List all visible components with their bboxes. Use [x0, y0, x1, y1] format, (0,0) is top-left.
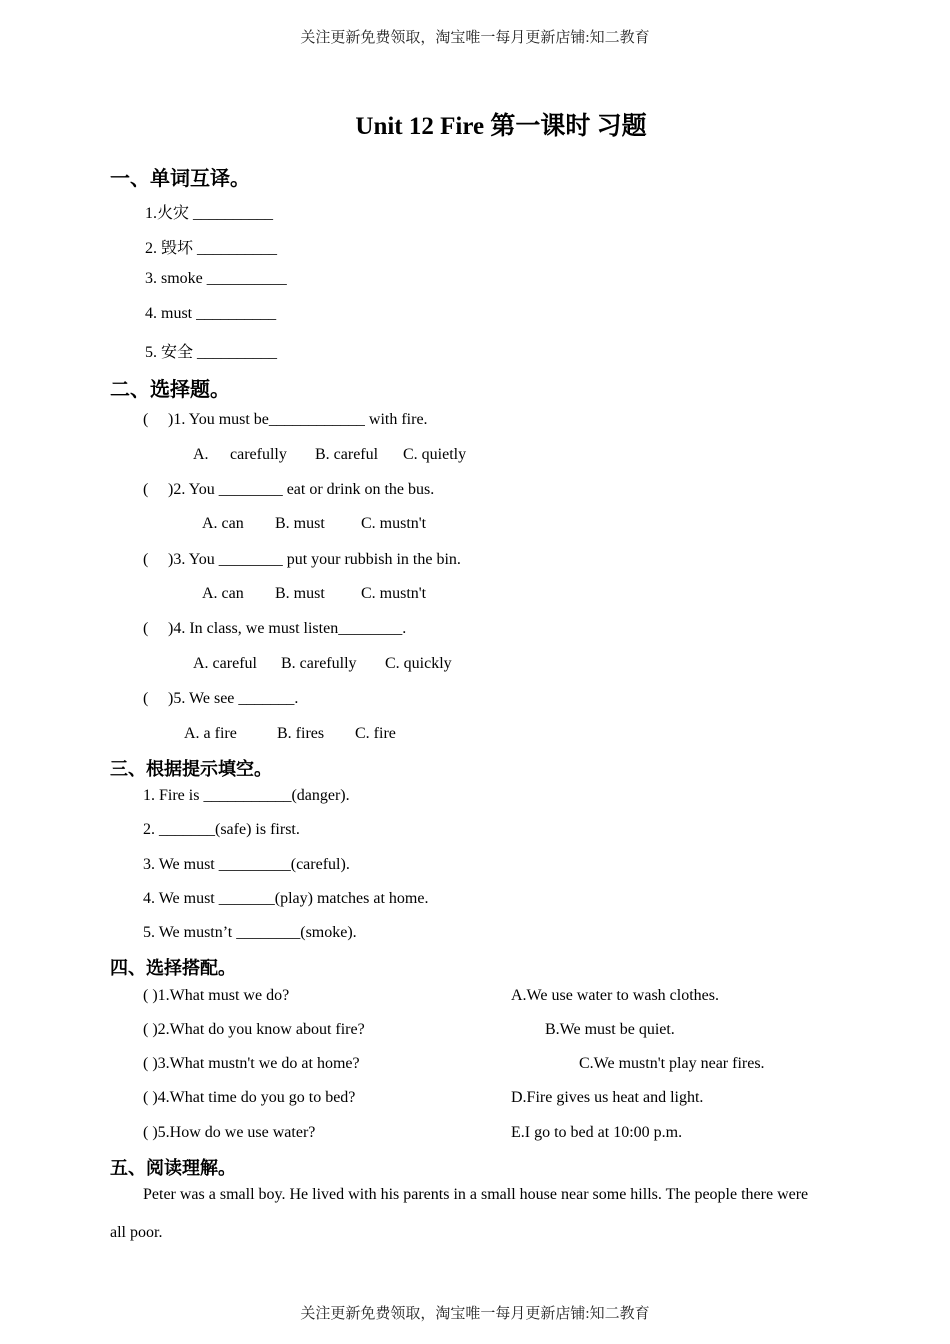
question-option: C. quietly — [403, 446, 467, 463]
question-option: A. can — [202, 585, 244, 602]
section3-heading: 三、根据提示填空。 — [110, 759, 272, 780]
section1-item: 1.火灾 __________ — [145, 205, 274, 222]
match-answer: C.We mustn't play near fires. — [579, 1055, 765, 1072]
match-question: ( )5.How do we use water? — [143, 1124, 316, 1141]
match-answer: E.I go to bed at 10:00 p.m. — [511, 1124, 683, 1141]
question-option: B. fires — [277, 725, 325, 742]
section1-item: 3. smoke __________ — [145, 270, 287, 287]
match-question: ( )4.What time do you go to bed? — [143, 1089, 356, 1106]
section3-item: 4. We must _______(play) matches at home. — [143, 890, 429, 907]
section3-item: 5. We mustn’t ________(smoke). — [143, 924, 357, 941]
section3-item: 3. We must _________(careful). — [143, 856, 350, 873]
section5-heading: 五、阅读理解。 — [110, 1158, 236, 1179]
section1-item: 4. must __________ — [145, 305, 277, 322]
section1-heading: 一、单词互译。 — [110, 166, 250, 190]
match-question: ( )2.What do you know about fire? — [143, 1021, 365, 1038]
question-option: A. — [193, 446, 209, 463]
question-paren: ( — [143, 690, 149, 707]
question-option: A. a fire — [184, 725, 237, 742]
question-option: C. mustn't — [361, 585, 427, 602]
question-option: B. must — [275, 585, 325, 602]
section3-item: 1. Fire is ___________(danger). — [143, 787, 350, 804]
match-answer: B.We must be quiet. — [545, 1021, 675, 1038]
question-text: )1. You must be____________ with fire. — [168, 411, 428, 428]
section4-heading: 四、选择搭配。 — [110, 958, 236, 979]
question-text: )4. In class, we must listen________. — [168, 620, 407, 637]
question-paren: ( — [143, 411, 149, 428]
question-option: carefully — [230, 446, 287, 463]
question-text: )3. You ________ put your rubbish in the bin. — [168, 551, 461, 568]
question-option: C. fire — [355, 725, 396, 742]
page-header: 关注更新免费领取，淘宝唯一每月更新店铺:知二教育 — [300, 30, 650, 46]
reading-paragraph-line: all poor. — [110, 1224, 163, 1241]
question-option: C. quickly — [385, 655, 452, 672]
question-option: B. careful — [315, 446, 379, 463]
section2-heading: 二、选择题。 — [110, 377, 230, 401]
question-text: )5. We see _______. — [168, 690, 299, 707]
question-option: B. must — [275, 515, 325, 532]
question-paren: ( — [143, 620, 149, 637]
page-footer: 关注更新免费领取，淘宝唯一每月更新店铺:知二教育 — [300, 1306, 650, 1322]
reading-paragraph-line: Peter was a small boy. He lived with his parents in a small house near some hills. The people there were — [143, 1186, 809, 1203]
question-paren: ( — [143, 551, 149, 568]
question-option: C. mustn't — [361, 515, 427, 532]
section3-item: 2. _______(safe) is first. — [143, 821, 300, 838]
section1-item: 5. 安全 __________ — [145, 344, 278, 361]
match-question: ( )1.What must we do? — [143, 987, 290, 1004]
question-option: A. can — [202, 515, 244, 532]
section1-item: 2. 毁坏 __________ — [145, 240, 278, 257]
page-title: Unit 12 Fire 第一课时 习题 — [355, 113, 647, 140]
question-option: A. careful — [193, 655, 257, 672]
question-text: )2. You ________ eat or drink on the bus. — [168, 481, 435, 498]
question-paren: ( — [143, 481, 149, 498]
match-question: ( )3.What mustn't we do at home? — [143, 1055, 360, 1072]
question-option: B. carefully — [281, 655, 357, 672]
match-answer: D.Fire gives us heat and light. — [511, 1089, 704, 1106]
match-answer: A.We use water to wash clothes. — [511, 987, 719, 1004]
